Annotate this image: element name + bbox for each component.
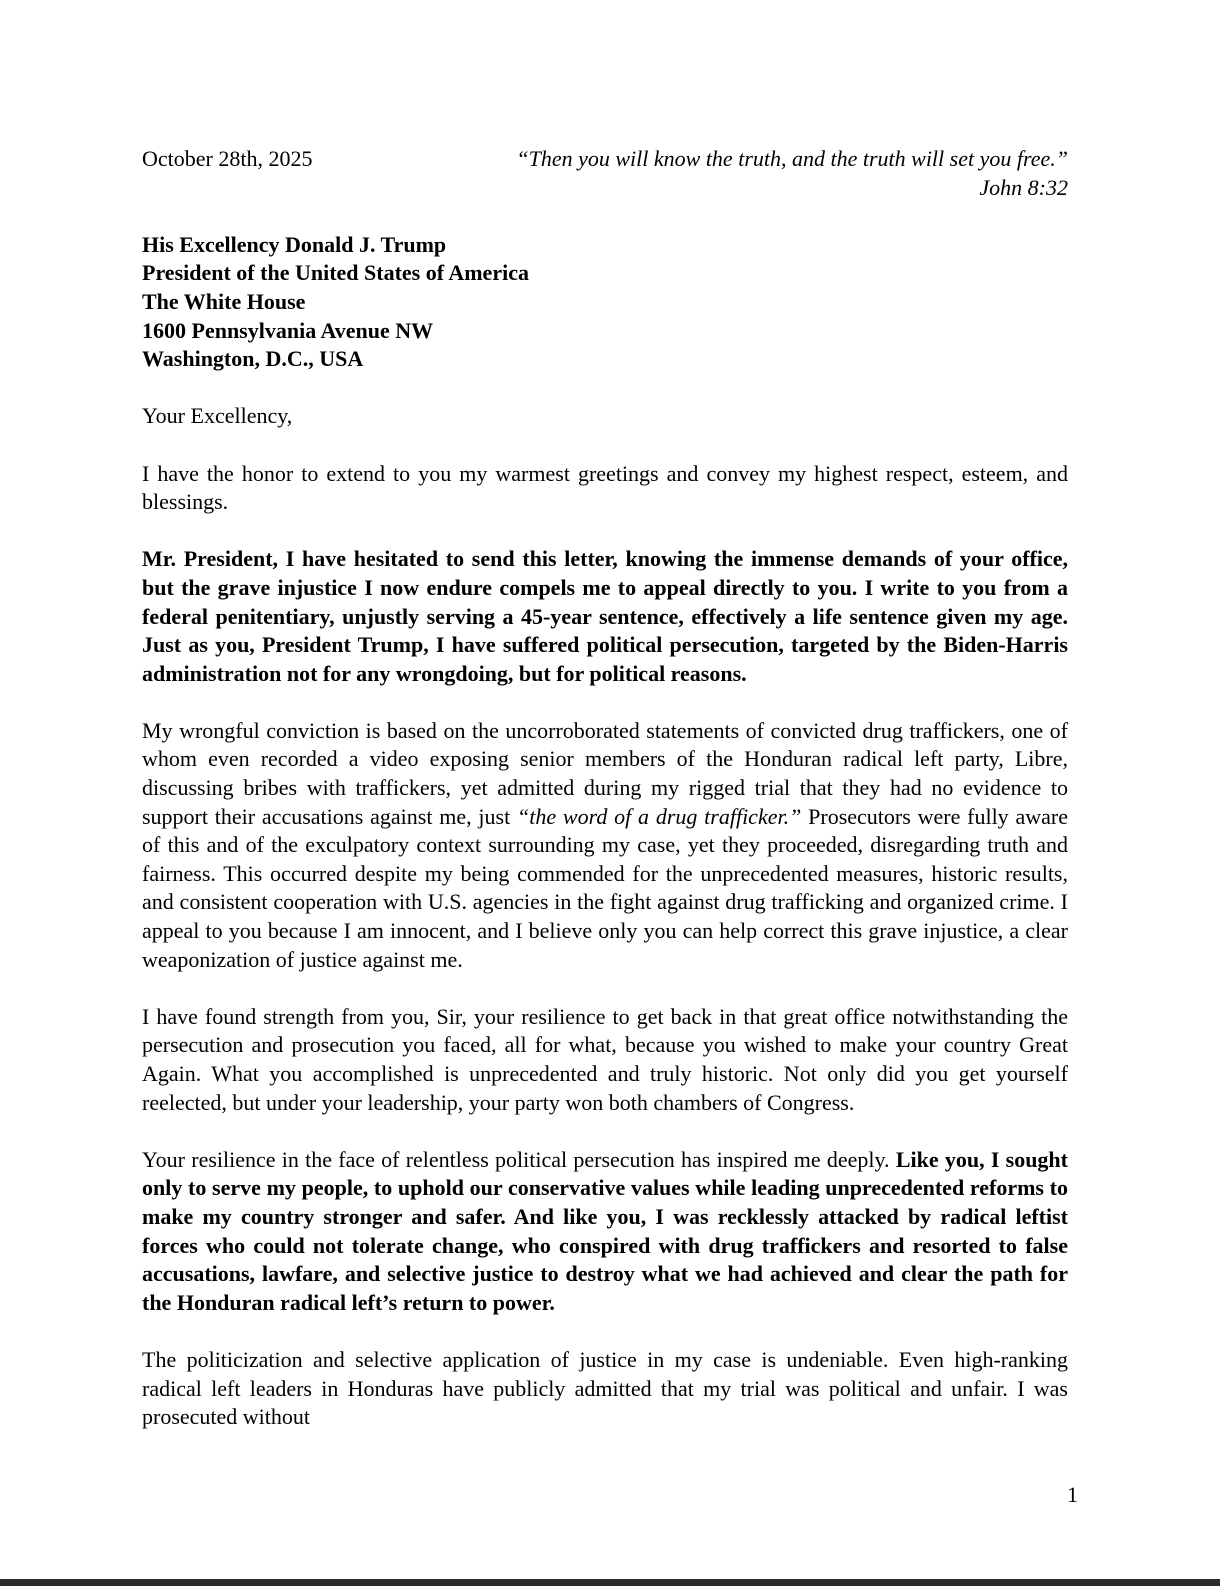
letter-content: [142, 145, 1068, 1460]
epigraph: [516, 145, 1068, 202]
recipient-line: His Excellency Donald J. Trump: [142, 231, 447, 257]
text-run-regular: The politicization and selective application of justice in my case is undeniable. Even high-ranking radical left leaders in Honduras have publicly admitted that my trial was political and unfair. I was prosecuted without: [142, 1346, 1068, 1430]
text-run-italic: “the word of a drug trafficker.”: [516, 803, 802, 829]
greeting-paragraph: [142, 460, 1068, 517]
recipient-block: [142, 231, 1068, 374]
salutation: Your Excellency,: [142, 403, 293, 429]
epigraph-attribution: John 8:32: [979, 174, 1068, 200]
letter-header: [142, 145, 1068, 202]
conviction-paragraph: [142, 717, 1068, 974]
epigraph-quote: “Then you will know the truth, and the truth will set you free.”: [516, 146, 1068, 171]
letter-body: [142, 460, 1068, 1432]
recipient-line: President of the United States of America: [142, 260, 529, 286]
text-run-regular: Your resilience in the face of relentless political persecution has inspired me deeply.: [142, 1146, 896, 1172]
recipient-line: 1600 Pennsylvania Avenue NW: [142, 317, 434, 343]
recipient-line: The White House: [142, 288, 306, 314]
text-run-regular: Prosecutors were fully aware of this and of the exculpatory context surrounding my case, yet they proceeded, disregarding truth and fairness. This occurred despite my being commended for the unprecedented measures, historic results, and consistent cooperation with U.S. agencies in the fight against drug trafficking and organized crime. I appeal to you because I am innocent, and I believe only you can help correct this grave injustice, a clear weaponization of justice against me.: [142, 803, 1068, 972]
text-run-regular: My wrongful conviction is based on the uncorroborated statements of convicted drug traffickers, one of whom even recorded a video exposing senior members of the Honduran radical left party, Libre, discussing bribes with traffickers, yet admitted during my rigged trial that they had no evidence to support their accusations against me, just: [142, 717, 1068, 829]
politicization-paragraph: [142, 1346, 1068, 1432]
appeal-paragraph: [142, 545, 1068, 688]
text-run-regular: I have found strength from you, Sir, your resilience to get back in that great office notwithstanding the persecution and prosecution you faced, all for what, because you wished to make your country Great Again. What you accomplished is unprecedented and truly historic. Not only did you get yourself reelected, but under your leadership, your party won both chambers of Congress.: [142, 1003, 1068, 1115]
resilience-paragraph: [142, 1146, 1068, 1318]
text-run-bold: Mr. President, I have hesitated to send this letter, knowing the immense demands of your office, but the grave injustice I now endure compels me to appeal directly to you. I write to you from a federal penitentiary, unjustly serving a 45-year sentence, effectively a life sentence given my age. Just as you, President Trump, I have suffered political persecution, targeted by the Biden-Harris administration not for any wrongdoing, but for political reasons.: [142, 546, 1068, 686]
date-line: October 28th, 2025: [142, 146, 313, 171]
strength-paragraph: [142, 1003, 1068, 1117]
bottom-edge-bar: [0, 1579, 1220, 1586]
recipient-line: Washington, D.C., USA: [142, 346, 364, 372]
text-run-bold: Like you, I sought only to serve my people, to uphold our conservative values while leading unprecedented reforms to make my country stronger and safer. And like you, I was recklessly attacked by radical leftist forces who could not tolerate change, who conspired with drug traffickers and resorted to false accusations, lawfare, and selective justice to destroy what we had achieved and clear the path for the Honduran radical left’s return to power.: [142, 1146, 1068, 1315]
page-number: 1: [1067, 1482, 1078, 1507]
text-run-regular: I have the honor to extend to you my warmest greetings and convey my highest respect, esteem, and blessings.: [142, 460, 1068, 515]
